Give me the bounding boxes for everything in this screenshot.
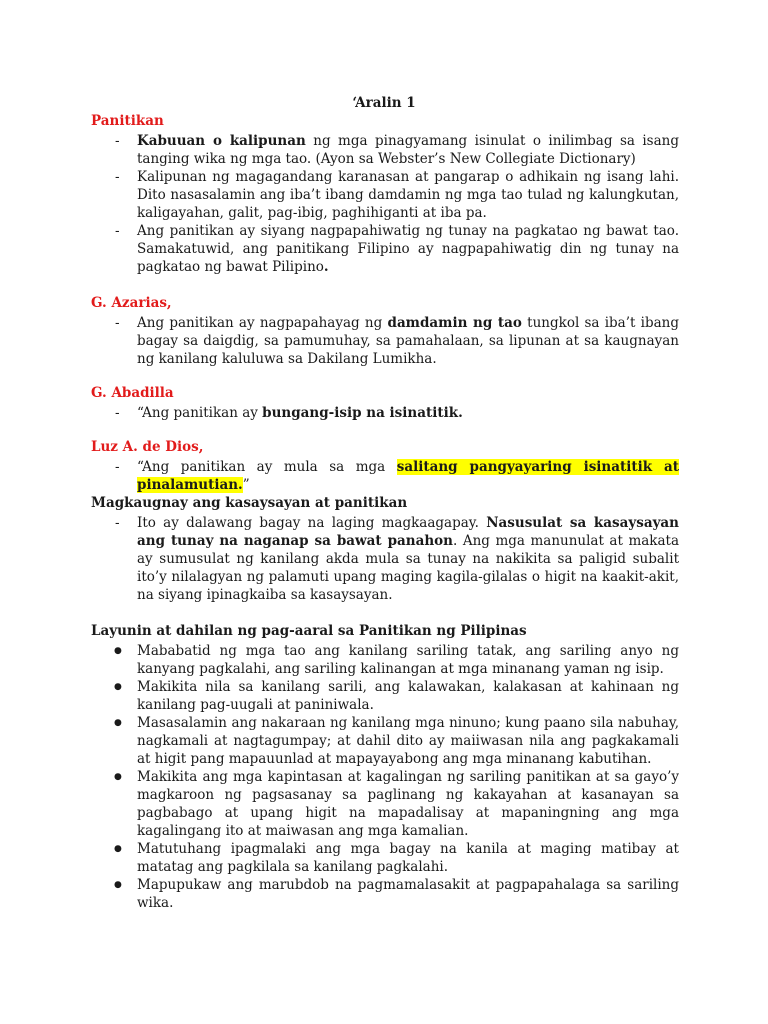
definition-list — [91, 404, 679, 422]
section-de-dios — [91, 438, 679, 494]
list-item — [91, 314, 679, 368]
bullet-list — [91, 642, 679, 912]
section-kasaysayan — [91, 494, 679, 604]
item-text: Ito ay dalawang bagay na laging magkaagapay. — [137, 515, 487, 531]
list-item: ● Mababatid ng mga tao ang kanilang sariling tatak, ang sariling anyo ng kanyang pagkalahi, ang sariling kalinangan at mga minanang yaman ng isip. — [91, 642, 679, 678]
list-item: ● Makikita nila sa kanilang sarili, ang kalawakan, kalakasan at kahinaan ng kanilang pag-uugali at paniniwala. — [91, 678, 679, 714]
item-text: tungkol sa iba’t ibang bagay sa daigdig, sa pamumuhay, sa pamahalaan, sa lipunan at sa kaugnayan ng kanilang kaluluwa sa Dakilang Lumikha. — [137, 315, 680, 367]
list-item — [91, 132, 679, 168]
item-text: Ang panitikan ay siyang nagpapahiwatig ng tunay na pagkatao ng bawat tao. Samakatuwid, ang panitikang Filipino ay nagpapahiwatig din ng tunay na pagkatao ng bawat Pilipino — [137, 223, 679, 275]
bold-term: Kabuuan o kalipunan — [137, 133, 306, 149]
list-item — [91, 514, 679, 604]
list-item: ● Masasalamin ang nakaraan ng kanilang mga ninuno; kung paano sila nabuhay, nagkamali at nagtagumpay; at dahil dito ay maiiwasan nila ang pagkakamali at higit pang mapauunlad at mapayayabong ang mga minanang kabutihan. — [91, 714, 679, 768]
list-item — [91, 404, 679, 422]
item-text: “Ang panitikan ay mula sa mga — [137, 459, 397, 475]
item-text: . — [458, 405, 463, 421]
bold-term: bungang-isip na isinatitik — [262, 405, 459, 421]
definition-list — [91, 458, 679, 494]
section-heading: G. Azarias, — [91, 295, 172, 311]
item-text: Ang panitikan ay nagpapahayag ng — [137, 315, 388, 331]
highlighted-text: salitang pangyayaring isinatitik at pinalamutian. — [137, 459, 679, 493]
bold-term: damdamin ng tao — [387, 315, 522, 331]
document-title: ‘Aralin 1 — [352, 95, 416, 111]
bold-term: Nasusulat sa kasaysayan ang tunay na naganap sa bawat panahon — [137, 515, 679, 549]
section-azarias — [91, 294, 679, 368]
section-abadilla — [91, 384, 679, 422]
definition-list — [91, 314, 679, 368]
list-item — [91, 168, 679, 222]
item-text: . Ang mga manunulat at makata ay sumusulat ng kanilang akda mula sa tunay na nakikita sa paligid subalit ito’y nilalagyan ng palamuti upang maging kagila-gilalas o higit na kaakit-akit, na siyang ipinagkaiba sa kasaysayan. — [137, 533, 679, 603]
list-item — [91, 222, 679, 276]
list-item: ● Matutuhang ipagmalaki ang mga bagay na kanila at maging matibay at matatag ang pagkilala sa kanilang pagkalahi. — [91, 840, 679, 876]
item-text: “Ang panitikan ay — [137, 405, 263, 421]
item-text: ” — [242, 477, 250, 493]
section-heading: Luz A. de Dios, — [91, 439, 204, 455]
definition-list — [91, 132, 679, 276]
item-text: . — [323, 259, 329, 275]
list-item — [91, 458, 679, 494]
list-item: ● Makikita ang mga kapintasan at kagalingan ng sariling panitikan at sa gayo’y magkaroon ng pagsasanay sa paglinang ng kakayahan at kasanayan sa pagbabago at upang higit na mapadalisay at mapaningning ang mga kagalingang ito at maiwasan ang mga kamalian. — [91, 768, 679, 840]
item-text: ng mga pinagyamang isinulat o inilimbag sa isang tanging wika ng mga tao. (Ayon sa Webster’s New Collegiate Dictionary) — [137, 133, 679, 167]
section-heading: G. Abadilla — [91, 385, 174, 401]
section-layunin — [91, 622, 679, 912]
section-heading: Magkaugnay ang kasaysayan at panitikan — [91, 495, 408, 511]
section-panitikan — [91, 112, 679, 276]
section-heading: Layunin at dahilan ng pag-aaral sa Panitikan ng Pilipinas — [91, 623, 527, 639]
list-item: ● Mapupukaw ang marubdob na pagmamalasakit at pagpapahalaga sa sariling wika. — [91, 876, 679, 912]
section-heading: Panitikan — [91, 113, 164, 129]
definition-list — [91, 514, 679, 604]
item-text: Kalipunan ng magagandang karanasan at pangarap o adhikain ng isang lahi. Dito nasasalamin ang iba’t ibang damdamin ng mga tao tulad ng kalungkutan, kaligayahan, galit, pag-ibig, paghihiganti at iba pa. — [137, 169, 679, 221]
